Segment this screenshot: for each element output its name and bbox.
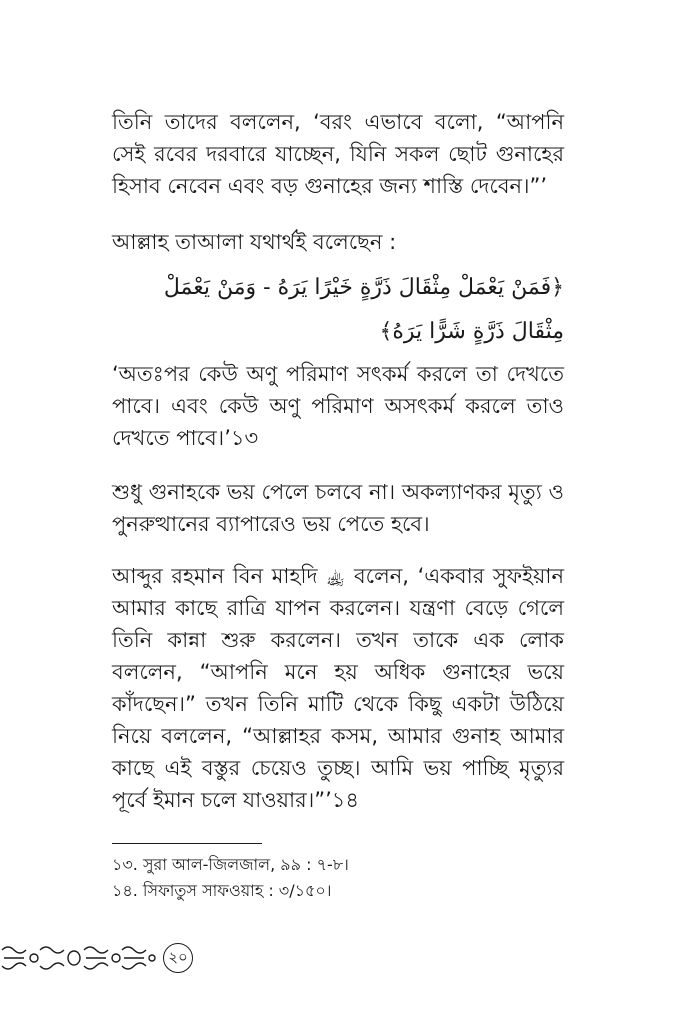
footnote-14: ১৪. সিফাতুস সাফওয়াহ : ৩/১৫০।	[112, 881, 332, 900]
paragraph-4: শুধু গুনাহকে ভয় পেলে চলবে না। অকল্যাণকর মৃত্যু ও পুনরুত্থানের ব্যাপারেও ভয় পেতে হবে।	[112, 480, 564, 536]
footnote-13: ১৩. সুরা আল-জিলজাল, ৯৯ : ৭-৮।	[112, 855, 349, 874]
paragraph-1: তিনি তাদের বললেন, ‘বরং এভাবে বলো, “আপনি সেই রবের দরবারে যাচ্ছেন, যিনি সকল ছোট গুনাহের হিসাব নেবেন এবং বড় গুনাহের জন্য শাস্তি দেবেন।”’	[112, 110, 564, 198]
page-number: ২০	[163, 943, 193, 973]
footnote-divider	[112, 843, 262, 844]
paragraph-3-translation: ‘অতঃপর কেউ অণু পরিমাণ সৎকর্ম করলে তা দেখতে পাবে। এবং কেউ অণু পরিমাণ অসৎকর্ম করলে তাও দেখতে পাবে।’১৩	[112, 362, 564, 450]
paragraph-2: আল্লাহ তাআলা যথার্থই বলেছেন :	[112, 230, 397, 254]
quran-verse-arabic: ﴿فَمَنْ يَعْمَلْ مِثْقَالَ ذَرَّةٍ خَيْرًا يَرَهُ - وَمَنْ يَعْمَلْ مِثْقَالَ ذَرَّةٍ شَرًّا يَرَهُ﴾	[163, 275, 564, 344]
decorative-border-ornament	[0, 942, 158, 974]
paragraph-5: আব্দুর রহমান বিন মাহদি ﵀ বলেন, ‘একবার সুফইয়ান আমার কাছে রাত্রি যাপন করলেন। যন্ত্রণা বেড়ে গেলে তিনি কান্না শুরু করলেন। তখন তাকে এক লোক বললেন, “আপনি মনে হয় অধিক গুনাহের ভয়ে কাঁদছেন।” তখন তিনি মাটি থেকে কিছু একটা উঠিয়ে নিয়ে বললেন, “আল্লাহর কসম, আমার গুনাহ আমার কাছে এই বস্তুর চেয়েও তুচ্ছ। আমি ভয় পাচ্ছি মৃত্যুর পূর্বে ইমান চলে যাওয়ার।”’১৪	[112, 564, 564, 812]
